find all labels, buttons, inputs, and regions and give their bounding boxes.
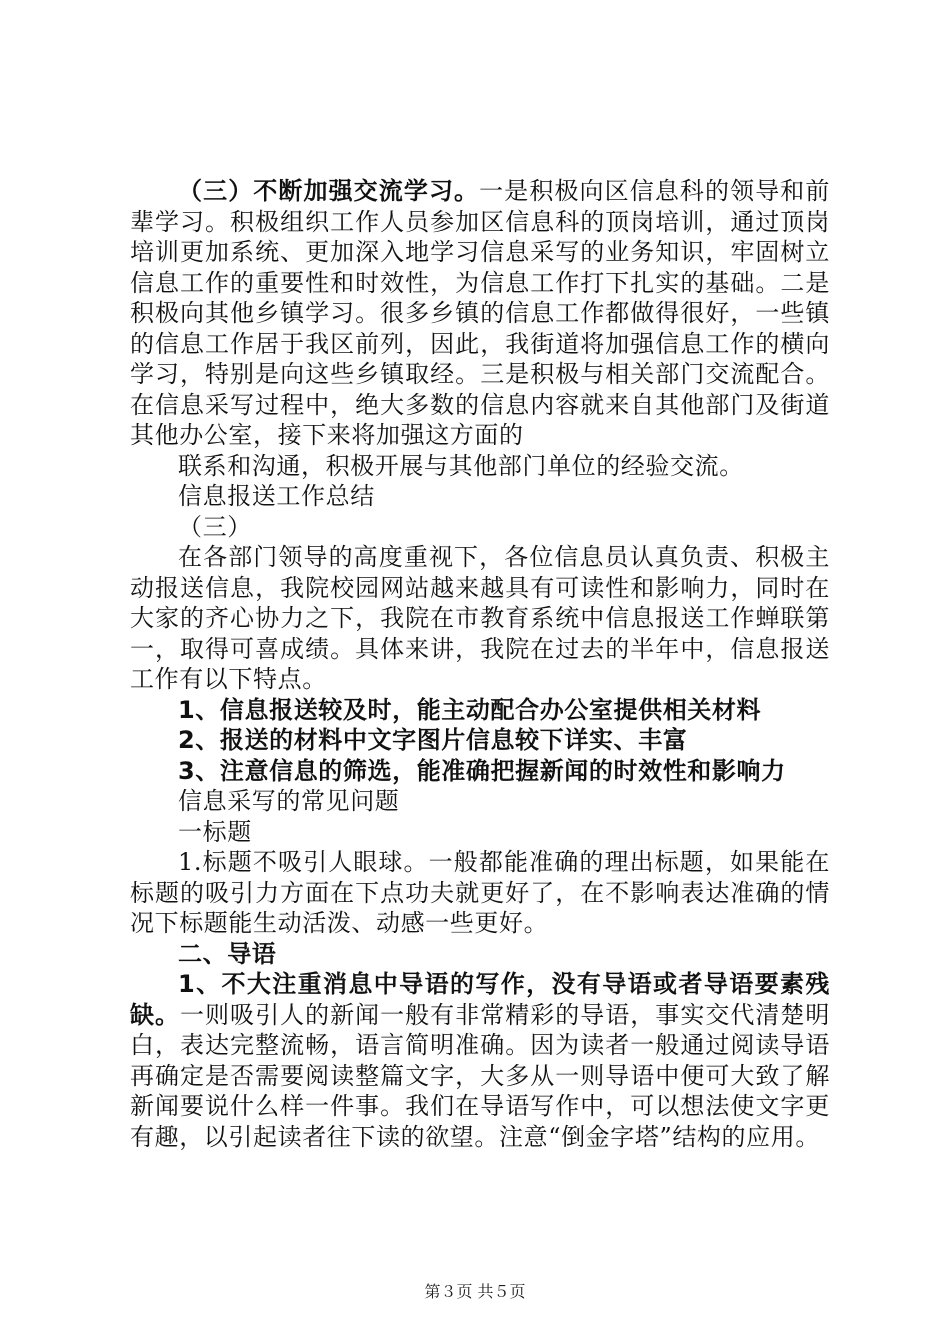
subsection-title: 信息采写的常见问题 <box>178 787 400 815</box>
list-item-2: 2、报送的材料中文字图片信息较下详实、丰富 <box>178 726 688 754</box>
document-body <box>130 176 830 1152</box>
list-item-1: 1、信息报送较及时，能主动配合办公室提供相关材料 <box>178 695 762 724</box>
section-number: （三） <box>178 512 252 541</box>
paragraph-exchange-learning <box>130 176 830 451</box>
paragraph-heading-bold: （三）不断加强交流学习。 <box>178 177 480 205</box>
paragraph-intro: 在各部门领导的高度重视下，各位信息员认真负责、积极主动报送信息，我院校园网站越来越具有可读性和影响力，同时在大家的齐心协力之下，我院在市教育系统中信息报送工作蝉联第一，取得可喜成绩。具体来讲，我院在过去的半年中，信息报送工作有以下特点。 <box>130 543 830 693</box>
paragraph-text: 一则吸引人的新闻一般有非常精彩的导语，事实交代清楚明白，表达完整流畅，语言简明准确。因为读者一般通过阅读导语再确定是否需要阅读整篇文字，大多从一则导语中便可大致了解新闻要说什么样一件事。我们在导语写作中，可以想法使文字更有趣，以引起读者往下读的欲望。注意“倒金字塔”结构的应用。 <box>130 1000 830 1151</box>
list-item-3: 3、注意信息的筛选，能准确把握新闻的时效性和影响力 <box>178 756 786 785</box>
paragraph-text: 一是积极向区信息科的领导和前辈学习。积极组织工作人员参加区信息科的顶岗培训，通过顶岗培训更加系统、更加深入地学习信息采写的业务知识，牢固树立信息工作的重要性和时效性，为信息工作打下扎实的基础。二是积极向其他乡镇学习。很多乡镇的信息工作都做得很好，一些镇的信息工作居于我区前列，因此，我街道将加强信息工作的横向学习，特别是向这些乡镇取经。三是积极与相关部门交流配合。在信息采写过程中，绝大多数的信息内容就来自其他部门及街道其他办公室，接下来将加强这方面的 <box>130 177 830 449</box>
paragraph-continuation: 联系和沟通，积极开展与其他部门单位的经验交流。 <box>178 451 744 480</box>
section-title: 信息报送工作总结 <box>178 482 375 510</box>
heading-lead-problem: 二、导语 <box>178 939 277 968</box>
paragraph-title-problem: 1.标题不吸引人眼球。一般都能准确的理出标题，如果能在标题的吸引力方面在下点功夫就更好了，在不影响表达准确的情况下标题能生动活泼、动感一些更好。 <box>130 848 830 937</box>
heading-title-problem: 一标题 <box>178 817 252 846</box>
paragraph-heading-bold: 1、不大注重消息中导语的写作，没有导语或者导语要素残缺。 <box>130 970 830 1029</box>
paragraph-lead-problem <box>130 969 830 1152</box>
page-number-footer: 第３页 共５页 <box>424 1282 526 1301</box>
